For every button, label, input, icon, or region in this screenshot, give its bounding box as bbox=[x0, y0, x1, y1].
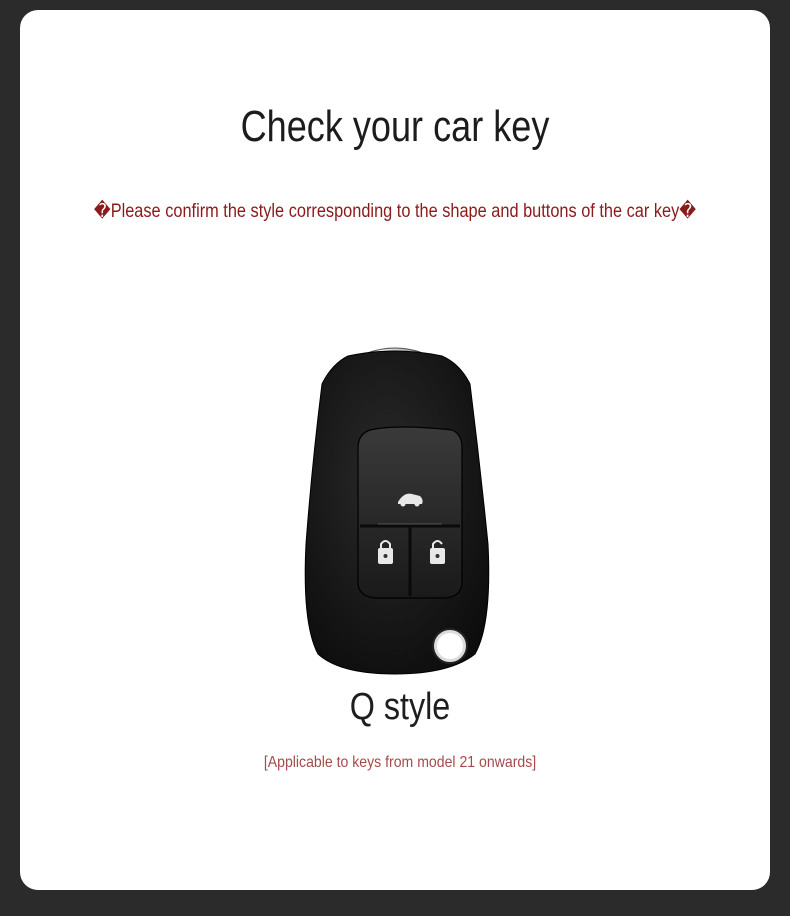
content-card bbox=[20, 10, 770, 890]
applicability-note: [Applicable to keys from model 21 onwards] bbox=[263, 754, 537, 771]
page-title: Check your car key bbox=[240, 102, 550, 151]
car-key-illustration bbox=[300, 344, 490, 676]
key-style-name: Q style bbox=[349, 686, 451, 728]
key-ring-hole-icon bbox=[433, 629, 467, 663]
instruction-subtitle: �Please confirm the style corresponding to the shape and buttons of the car key� bbox=[93, 201, 697, 222]
car-key-image bbox=[300, 344, 490, 676]
